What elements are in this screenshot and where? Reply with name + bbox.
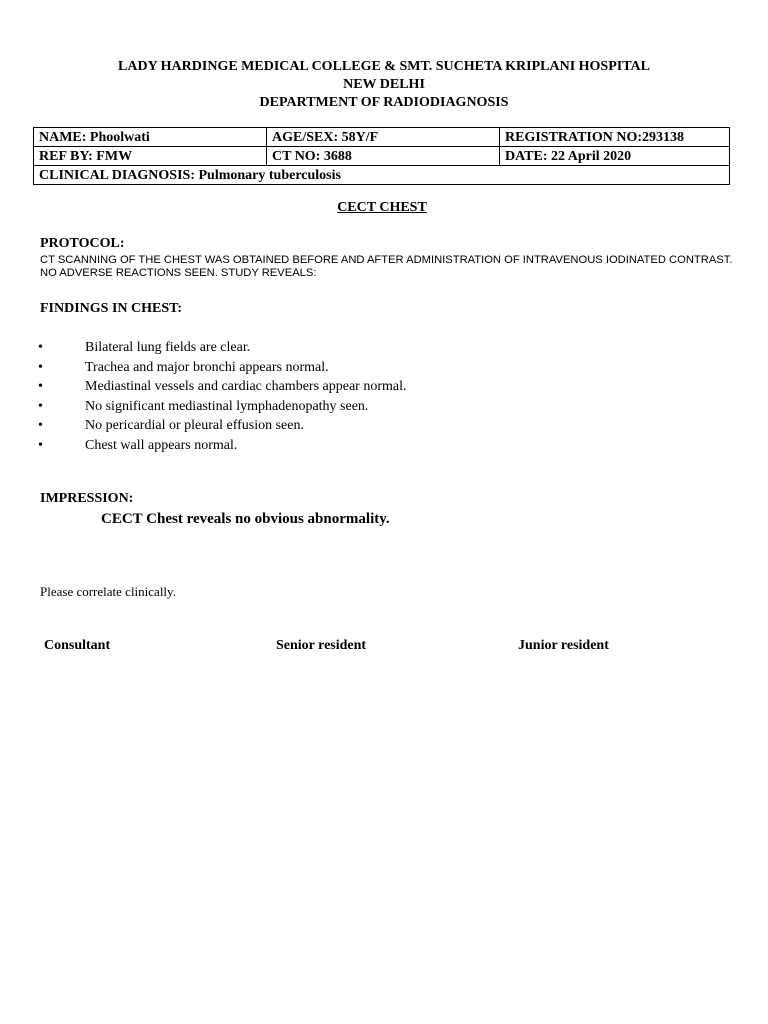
registration-number: REGISTRATION NO:293138 [500,128,730,147]
bullet-icon: • [38,340,43,355]
protocol-heading: PROTOCOL: [40,236,125,251]
hospital-name: LADY HARDINGE MEDICAL COLLEGE & SMT. SUCHETA KRIPLANI HOSPITAL [118,59,650,74]
patient-info-row [34,147,730,166]
bullet-icon: • [38,379,43,394]
finding-text: Trachea and major bronchi appears normal. [85,359,329,375]
senior-resident-signature: Senior resident [276,638,367,653]
consultant-signature: Consultant [44,638,111,653]
patient-info-table [33,127,730,185]
bullet-icon: • [38,437,43,453]
report-date: DATE: 22 April 2020 [500,147,730,166]
impression-heading: IMPRESSION: [40,491,134,506]
finding-text: Chest wall appears normal. [85,437,238,453]
finding-text: Mediastinal vessels and cardiac chambers appear normal. [85,379,407,394]
report-title: CECT CHEST [337,200,427,215]
department-name: DEPARTMENT OF RADIODIAGNOSIS [259,95,509,110]
report-header [0,58,768,112]
bullet-icon: • [38,359,43,375]
bullet-icon: • [38,418,43,433]
patient-age-sex: AGE/SEX: 58Y/F [267,128,500,147]
correlate-note: Please correlate clinically. [40,584,176,599]
patient-info-row [34,128,730,147]
finding-text: Bilateral lung fields are clear. [85,340,251,355]
patient-name: NAME: Phoolwati [34,128,267,147]
referred-by: REF BY: FMW [34,147,267,166]
findings-heading: FINDINGS IN CHEST: [40,301,183,316]
ct-number: CT NO: 3688 [267,147,500,166]
junior-resident-signature: Junior resident [518,638,609,653]
clinical-diagnosis: CLINICAL DIAGNOSIS: Pulmonary tuberculosis [34,166,730,185]
finding-text: No pericardial or pleural effusion seen. [85,418,304,433]
protocol-text: CT SCANNING OF THE CHEST WAS OBTAINED BEFORE AND AFTER ADMINISTRATION OF INTRAVENOUS IODINATED CONTRAST. NO ADVERSE REACTIONS SEEN. STUDY REVEALS: [40,254,733,279]
patient-info-row [34,166,730,185]
impression-text: CECT Chest reveals no obvious abnormality. [101,511,390,527]
finding-text: No significant mediastinal lymphadenopathy seen. [85,398,369,414]
bullet-icon: • [38,398,43,414]
hospital-city: NEW DELHI [343,77,425,92]
